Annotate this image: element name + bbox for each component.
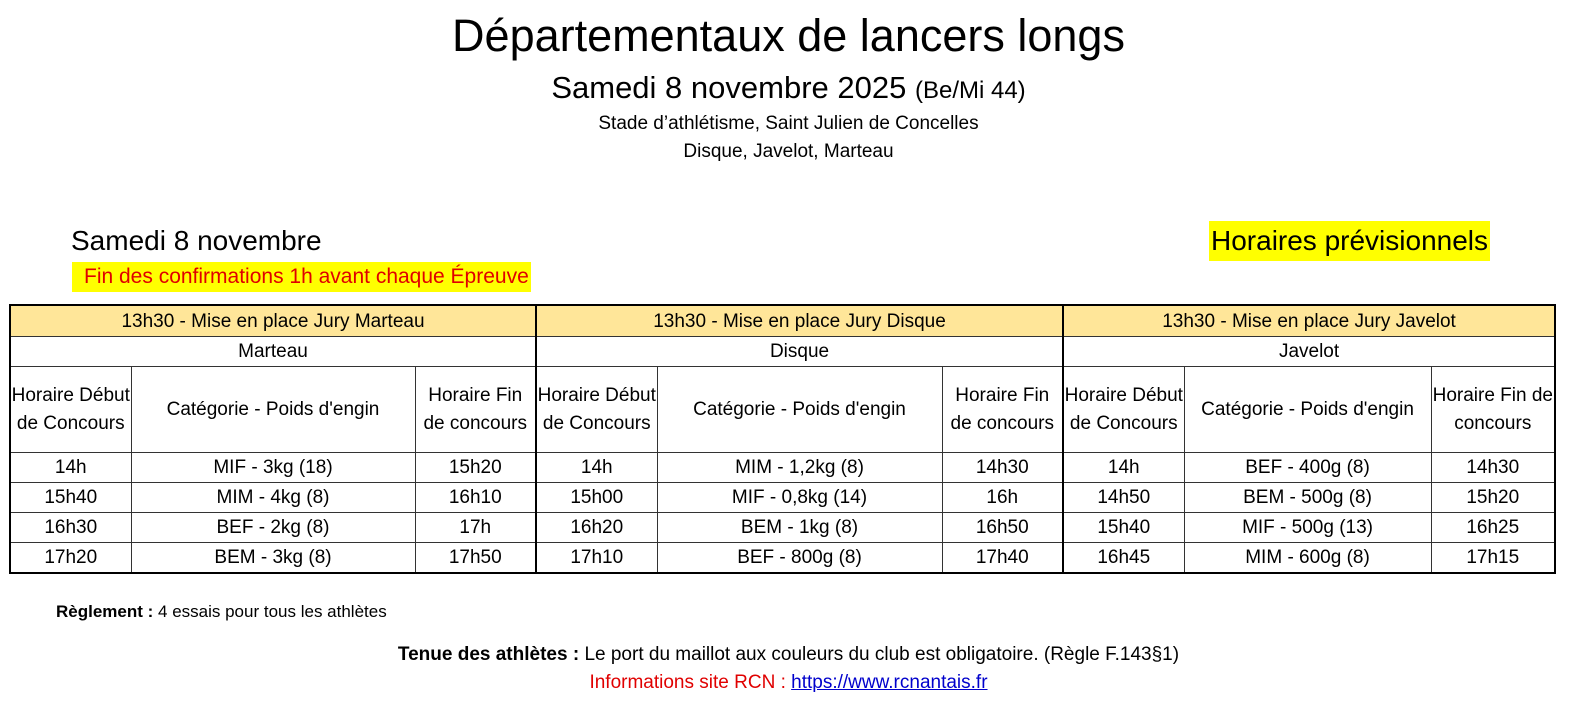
header-category: Catégorie - Poids d'engin xyxy=(657,367,942,453)
start-cell: 14h xyxy=(10,453,131,483)
category-cell: BEM - 500g (8) xyxy=(1184,483,1431,513)
category-cell: BEF - 400g (8) xyxy=(1184,453,1431,483)
table-row xyxy=(10,453,1555,483)
page-subtitle xyxy=(0,68,1577,111)
page-title: Départementaux de lancers longs xyxy=(452,10,1125,61)
outfit-text: Le port du maillot aux couleurs du club est obligatoire. (Règle F.143§1) xyxy=(579,644,1180,665)
jury-cell-marteau: 13h30 - Mise en place Jury Marteau xyxy=(10,305,536,337)
end-cell: 17h40 xyxy=(942,543,1063,574)
column-header-row xyxy=(10,367,1555,453)
jury-row xyxy=(10,305,1555,337)
rules-label: Règlement : xyxy=(56,602,154,621)
rules-text: 4 essais pour tous les athlètes xyxy=(153,602,387,621)
table-row xyxy=(10,513,1555,543)
events-line: Disque, Javelot, Marteau xyxy=(683,141,894,162)
outfit-label: Tenue des athlètes : xyxy=(397,644,580,665)
schedule-table xyxy=(9,304,1556,574)
event-cell-disque: Disque xyxy=(536,337,1063,367)
start-cell: 15h00 xyxy=(536,483,657,513)
end-cell: 15h20 xyxy=(1431,483,1555,513)
category-cell: BEF - 800g (8) xyxy=(657,543,942,574)
end-cell: 17h xyxy=(415,513,536,543)
start-cell: 16h45 xyxy=(1063,543,1184,574)
category-cell: MIM - 4kg (8) xyxy=(131,483,415,513)
end-cell: 16h10 xyxy=(415,483,536,513)
event-row xyxy=(10,337,1555,367)
subtitle-category: (Be/Mi 44) xyxy=(914,77,1026,104)
header-end: Horaire Fin de concours xyxy=(942,367,1063,453)
header-end: Horaire Fin de concours xyxy=(1431,367,1555,453)
header-start: Horaire Début de Concours xyxy=(536,367,657,453)
table-row xyxy=(10,483,1555,513)
category-cell: MIF - 0,8kg (14) xyxy=(657,483,942,513)
start-cell: 17h10 xyxy=(536,543,657,574)
end-cell: 16h25 xyxy=(1431,513,1555,543)
header-category: Catégorie - Poids d'engin xyxy=(1184,367,1431,453)
end-cell: 17h15 xyxy=(1431,543,1555,574)
header-end: Horaire Fin de concours xyxy=(415,367,536,453)
start-cell: 16h30 xyxy=(10,513,131,543)
end-cell: 16h xyxy=(942,483,1063,513)
subtitle-date: Samedi 8 novembre 2025 xyxy=(551,70,907,105)
outfit-note xyxy=(0,642,1577,668)
category-cell: BEM - 3kg (8) xyxy=(131,543,415,574)
jury-cell-javelot: 13h30 - Mise en place Jury Javelot xyxy=(1063,305,1555,337)
start-cell: 14h50 xyxy=(1063,483,1184,513)
provisional-schedule-label: Horaires prévisionnels xyxy=(1209,221,1490,261)
end-cell: 14h30 xyxy=(1431,453,1555,483)
start-cell: 15h40 xyxy=(1063,513,1184,543)
info-label: Informations site RCN : xyxy=(589,672,792,693)
event-cell-javelot: Javelot xyxy=(1063,337,1555,367)
end-cell: 15h20 xyxy=(415,453,536,483)
header-category: Catégorie - Poids d'engin xyxy=(131,367,415,453)
event-cell-marteau: Marteau xyxy=(10,337,536,367)
start-cell: 17h20 xyxy=(10,543,131,574)
start-cell: 16h20 xyxy=(536,513,657,543)
start-cell: 15h40 xyxy=(10,483,131,513)
category-cell: MIM - 600g (8) xyxy=(1184,543,1431,574)
rules-note xyxy=(56,600,387,624)
confirmation-note: Fin des confirmations 1h avant chaque Épreuve xyxy=(72,262,531,292)
end-cell: 14h30 xyxy=(942,453,1063,483)
table-row xyxy=(10,543,1555,574)
start-cell: 14h xyxy=(1063,453,1184,483)
end-cell: 16h50 xyxy=(942,513,1063,543)
category-cell: BEM - 1kg (8) xyxy=(657,513,942,543)
category-cell: MIF - 3kg (18) xyxy=(131,453,415,483)
venue-line: Stade d’athlétisme, Saint Julien de Concelles xyxy=(598,113,979,134)
category-cell: MIM - 1,2kg (8) xyxy=(657,453,942,483)
category-cell: BEF - 2kg (8) xyxy=(131,513,415,543)
rcn-website-link[interactable]: https://www.rcnantais.fr xyxy=(791,672,988,693)
start-cell: 14h xyxy=(536,453,657,483)
header-start: Horaire Début de Concours xyxy=(1063,367,1184,453)
jury-cell-disque: 13h30 - Mise en place Jury Disque xyxy=(536,305,1063,337)
category-cell: MIF - 500g (13) xyxy=(1184,513,1431,543)
header-start: Horaire Début de Concours xyxy=(10,367,131,453)
day-heading: Samedi 8 novembre xyxy=(71,225,322,256)
info-note xyxy=(0,670,1577,696)
end-cell: 17h50 xyxy=(415,543,536,574)
